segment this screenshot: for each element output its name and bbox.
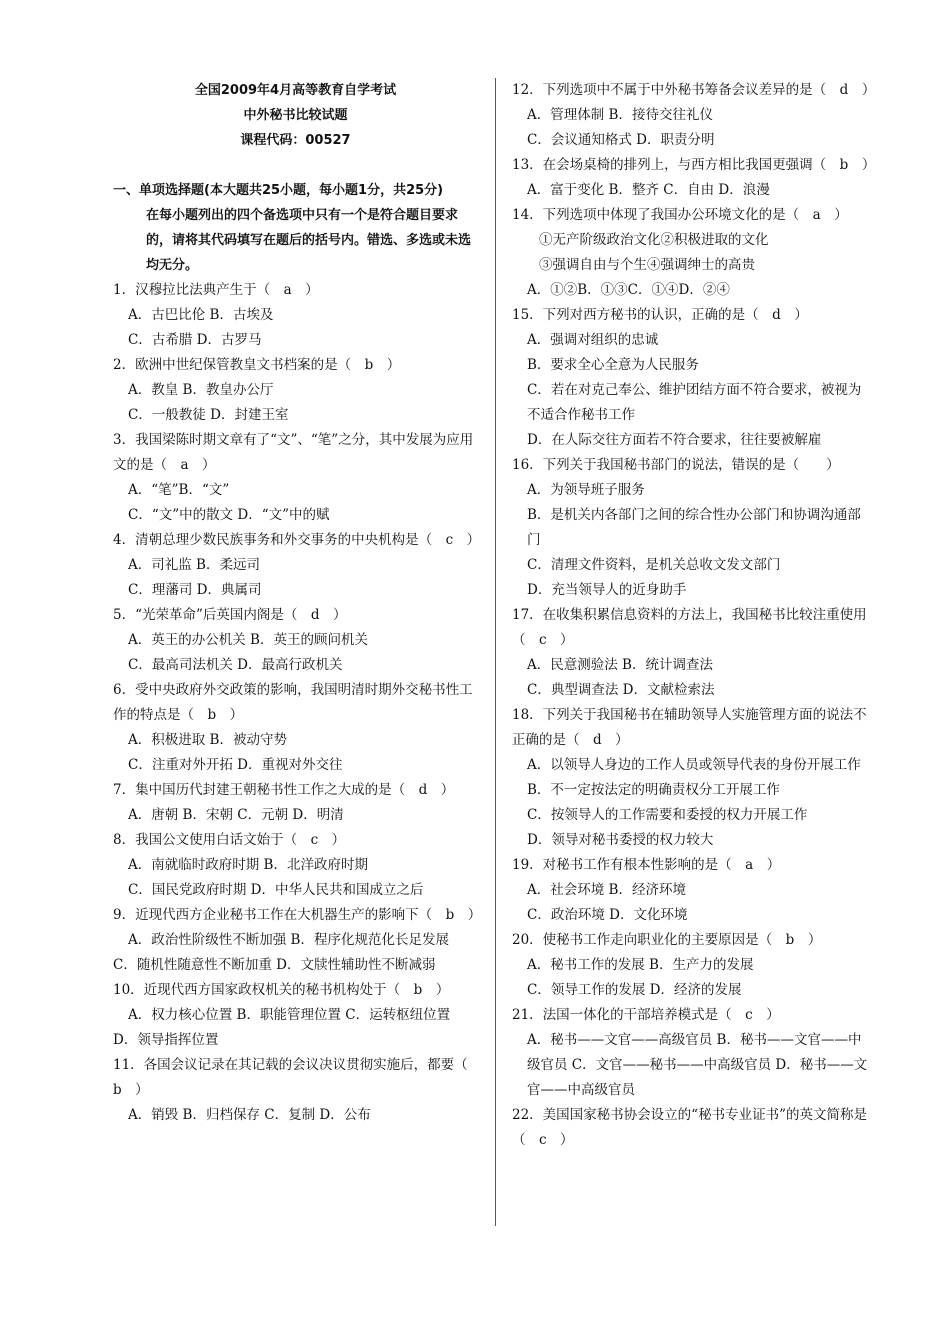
options-11a: A．销毁 B．归档保存 C．复制 D．公布 bbox=[128, 1107, 371, 1123]
question-17: 17．在收集积累信息资料的方法上，我国秘书比较注重使用（ c ） bbox=[512, 607, 867, 648]
question-9: 9．近现代西方企业秘书工作在大机器生产的影响下（ b ） bbox=[113, 907, 482, 923]
question-5: 5．“光荣革命”后英国内阁是（ d ） bbox=[113, 607, 347, 623]
question-21: 21．法国一体化的干部培养模式是（ c ） bbox=[512, 1007, 780, 1023]
options-2b: C．一般教徒 D．封建王室 bbox=[128, 407, 289, 423]
options-16d: D．充当领导人的近身助手 bbox=[527, 582, 687, 598]
options-10b: D．领导指挥位置 bbox=[113, 1032, 219, 1048]
options-16c: C．清理文件资料，是机关总收文发文部门 bbox=[527, 557, 781, 573]
options-18b: B．不一定按法定的明确责权分工开展工作 bbox=[527, 782, 780, 798]
options-5b: C．最高司法机关 D．最高行政机关 bbox=[128, 657, 343, 673]
section-instructions: 在每小题列出的四个备选项中只有一个是符合题目要求的，请将其代码填写在题后的括号内。错选、多选或未选均无分。 bbox=[146, 208, 472, 273]
options-6b: C．注重对外开拓 D．重视对外交往 bbox=[128, 757, 343, 773]
options-7a: A．唐朝 B．宋朝 C．元朝 D．明清 bbox=[128, 807, 344, 823]
question-16: 16．下列关于我国秘书部门的说法，错误的是（ ） bbox=[512, 457, 840, 473]
question-7: 7．集中国历代封建王朝秘书性工作之大成的是（ d ） bbox=[113, 782, 455, 798]
options-17a: A．民意测验法 B．统计调查法 bbox=[527, 657, 713, 673]
question-13: 13．在会场桌椅的排列上，与西方相比我国更强调（ b ） bbox=[512, 157, 876, 173]
options-16a: A．为领导班子服务 bbox=[527, 482, 645, 498]
options-14a: A．①②B．①③C．①④D．②④ bbox=[527, 282, 730, 298]
statement-14b: ③强调自由与个生④强调绅士的高贵 bbox=[539, 257, 755, 273]
question-8: 8．我国公文使用白话文始于（ c ） bbox=[113, 832, 346, 848]
options-18a: A．以领导人身边的工作人员或领导代表的身份开展工作 bbox=[527, 757, 861, 773]
options-19b: C．政治环境 D．文化环境 bbox=[527, 907, 688, 923]
options-13a: A．富于变化 B．整齐 C．自由 D．浪漫 bbox=[527, 182, 770, 198]
options-12b: C．会议通知格式 D．职责分明 bbox=[527, 132, 715, 148]
question-4: 4．清朝总理少数民族事务和外交事务的中央机构是（ c ） bbox=[113, 532, 481, 548]
course-code: 课程代码：00527 bbox=[240, 133, 351, 148]
options-18d: D．领导对秘书委授的权力较大 bbox=[527, 832, 714, 848]
options-3b: C．“文”中的散文 D．“文”中的赋 bbox=[128, 507, 330, 523]
exam-subtitle: 中外秘书比较试题 bbox=[243, 108, 348, 123]
options-9b: C．随机性随意性不断加重 D．文牍性辅助性不断减弱 bbox=[113, 957, 436, 973]
options-17b: C．典型调查法 D．文献检索法 bbox=[527, 682, 715, 698]
options-16b: B．是机关内各部门之间的综合性办公部门和协调沟通部门 bbox=[527, 507, 861, 548]
options-8a: A．南就临时政府时期 B．北洋政府时期 bbox=[128, 857, 368, 873]
options-12a: A．管理体制 B．接待交往礼仪 bbox=[527, 107, 713, 123]
options-4a: A．司礼监 B．柔远司 bbox=[128, 557, 260, 573]
options-20b: C．领导工作的发展 D．经济的发展 bbox=[527, 982, 742, 998]
options-21a: A．秘书——文官——高级官员 B．秘书——文官——中级官员 C．文官——秘书——中高级官员 D．秘书——文官——中高级官员 bbox=[527, 1032, 868, 1098]
options-15c: C．若在对克己奉公、维护团结方面不符合要求，被视为不适合作秘书工作 bbox=[527, 382, 862, 423]
question-11: 11．各国会议记录在其记载的会议决议贯彻实施后，都要（ b ） bbox=[113, 1057, 482, 1098]
statement-14a: ①无产阶级政治文化②积极进取的文化 bbox=[539, 232, 769, 248]
options-4b: C．理藩司 D．典属司 bbox=[128, 582, 262, 598]
question-19: 19．对秘书工作有根本性影响的是（ a ） bbox=[512, 857, 781, 873]
question-15: 15．下列对西方秘书的认识，正确的是（ d ） bbox=[512, 307, 808, 323]
exam-title: 全国2009年4月高等教育自学考试 bbox=[194, 83, 397, 98]
column-divider bbox=[495, 78, 496, 1226]
options-8b: C．国民党政府时期 D．中华人民共和国成立之后 bbox=[128, 882, 424, 898]
question-2: 2．欧洲中世纪保管教皇文书档案的是（ b ） bbox=[113, 357, 401, 373]
options-1a: A．古巴比伦 B．古埃及 bbox=[128, 307, 274, 323]
options-18c: C．按领导人的工作需要和委授的权力开展工作 bbox=[527, 807, 808, 823]
question-6: 6．受中央政府外交政策的影响，我国明清时期外交秘书性工作的特点是（ b ） bbox=[113, 682, 473, 723]
options-20a: A．秘书工作的发展 B．生产力的发展 bbox=[527, 957, 754, 973]
question-20: 20．使秘书工作走向职业化的主要原因是（ b ） bbox=[512, 932, 822, 948]
question-14: 14．下列选项中体现了我国办公环境文化的是（ a ） bbox=[512, 207, 848, 223]
question-3: 3．我国梁陈时期文章有了“文”、“笔”之分，其中发展为应用文的是（ a ） bbox=[113, 432, 474, 473]
question-1: 1．汉穆拉比法典产生于（ a ） bbox=[113, 282, 319, 298]
left-column bbox=[113, 78, 482, 1128]
question-12: 12．下列选项中不属于中外秘书筹备会议差异的是（ d ） bbox=[512, 82, 876, 98]
options-2a: A．教皇 B．教皇办公厅 bbox=[128, 382, 274, 398]
options-15d: D．在人际交往方面若不符合要求，往往要被解雇 bbox=[527, 432, 822, 448]
options-19a: A．社会环境 B．经济环境 bbox=[527, 882, 686, 898]
question-22: 22．美国国家秘书协会设立的“秘书专业证书”的英文简称是（ c ） bbox=[512, 1107, 867, 1148]
options-9a: A．政治性阶级性不断加强 B．程序化规范化长足发展 bbox=[128, 932, 449, 948]
question-10: 10．近现代西方国家政权机关的秘书机构处于（ b ） bbox=[113, 982, 450, 998]
options-1b: C．古希腊 D．古罗马 bbox=[128, 332, 262, 348]
options-5a: A．英王的办公机关 B．英王的顾问机关 bbox=[128, 632, 368, 648]
question-18: 18．下列关于我国秘书在辅助领导人实施管理方面的说法不正确的是（ d ） bbox=[512, 707, 867, 748]
section-title: 一、单项选择题(本大题共25小题，每小题1分，共25分) bbox=[113, 183, 444, 198]
options-10a: A．权力核心位置 B．职能管理位置 C．运转枢纽位置 bbox=[128, 1007, 451, 1023]
options-15b: B．要求全心全意为人民服务 bbox=[527, 357, 699, 373]
options-15a: A．强调对组织的忠诚 bbox=[527, 332, 659, 348]
right-column bbox=[512, 78, 874, 1153]
options-3a: A．“笔”B．“文” bbox=[128, 482, 230, 498]
options-6a: A．积极进取 B．被动守势 bbox=[128, 732, 287, 748]
